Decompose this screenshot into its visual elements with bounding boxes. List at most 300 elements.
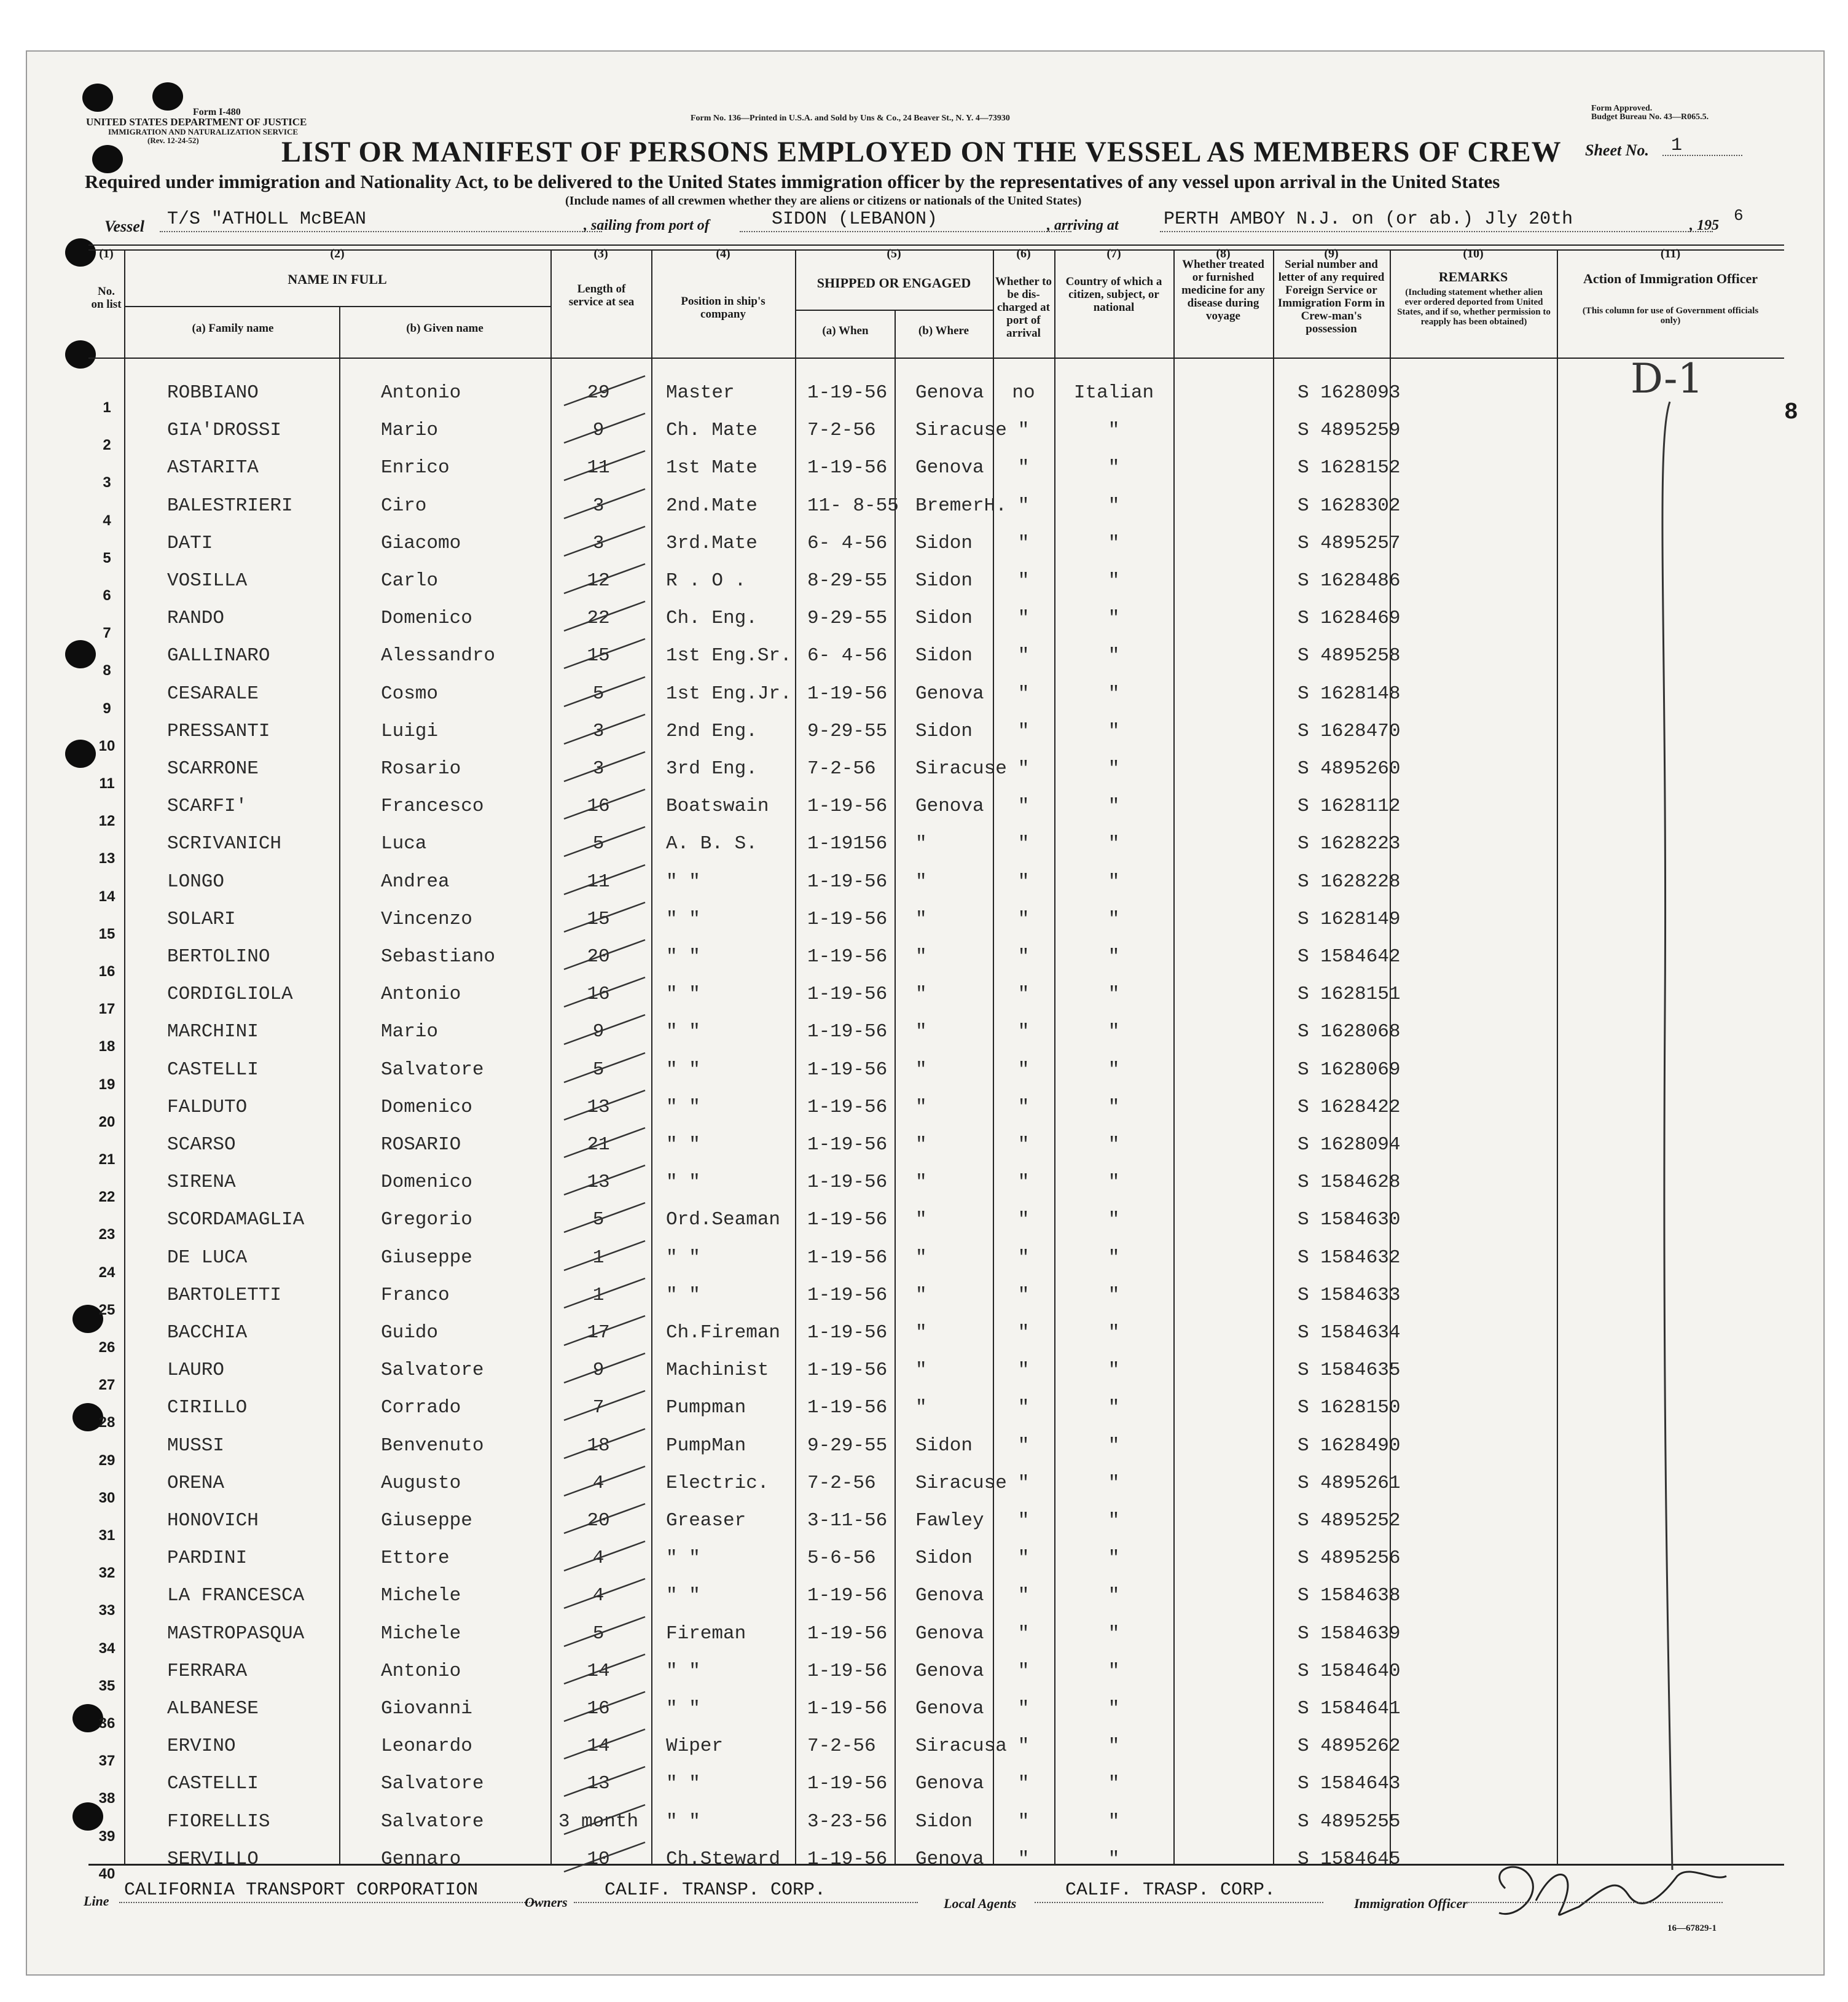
shipped-when-cell: 6- 4-56 — [807, 645, 888, 667]
service-length-cell: 9 — [592, 1021, 605, 1043]
sheet-number: 1 — [1671, 135, 1683, 156]
country-cell: " — [1108, 1698, 1120, 1719]
shipped-where-cell: " — [915, 1209, 927, 1231]
serial-number-cell: S 1628148 — [1298, 682, 1401, 705]
service-length-cell: 3 — [592, 720, 605, 742]
shipped-where-cell: " — [915, 1021, 927, 1043]
family-name-cell: ORENA — [167, 1472, 225, 1494]
shipped-where-cell: Genova — [915, 682, 984, 705]
country-cell: " — [1108, 1472, 1120, 1494]
family-name-cell: SERVILLO — [167, 1848, 259, 1870]
shipped-where-cell: Genova — [915, 1622, 984, 1644]
given-name-cell: Ciro — [381, 495, 427, 517]
discharged-cell: " — [1017, 645, 1030, 667]
shipped-when-cell: 3-23-56 — [807, 1810, 888, 1832]
serial-number-cell: S 1628302 — [1298, 495, 1401, 517]
shipped-where-cell: " — [915, 833, 927, 855]
family-name-cell: ASTARITA — [167, 457, 259, 479]
shipped-where-cell: BremerH. — [915, 495, 1007, 517]
given-name-cell: Antonio — [381, 983, 461, 1006]
officer-action-note: D-1 — [1631, 355, 1704, 402]
family-name-cell: CORDIGLIOLA — [167, 983, 293, 1006]
col-3-header: Length of service at sea — [568, 283, 635, 308]
check-slash-mark — [559, 635, 651, 672]
row-number: 37 — [98, 1753, 116, 1770]
position-cell: " " — [666, 983, 700, 1006]
discharged-cell: " — [1017, 1134, 1030, 1155]
given-name-cell: ROSARIO — [381, 1134, 461, 1155]
serial-number-cell: S 1628151 — [1298, 983, 1401, 1006]
country-cell: " — [1108, 1171, 1120, 1194]
check-slash-mark — [559, 372, 651, 409]
position-cell: 1st Eng.Jr. — [666, 682, 792, 705]
country-cell: " — [1108, 1284, 1120, 1306]
shipped-when-cell: 1-19-56 — [807, 1773, 888, 1795]
shipped-when-cell: 3-11-56 — [807, 1510, 888, 1531]
country-cell: " — [1108, 1585, 1120, 1607]
service-length-cell: 21 — [587, 1134, 610, 1155]
serial-number-cell: S 1584632 — [1298, 1246, 1401, 1269]
serial-number-cell: S 1584630 — [1298, 1209, 1401, 1231]
check-slash-mark — [559, 861, 651, 898]
family-name-cell: SCRIVANICH — [167, 833, 282, 855]
family-name-cell: BACCHIA — [167, 1322, 248, 1343]
position-cell: Machinist — [666, 1359, 769, 1382]
shipped-where-cell: Genova — [915, 1698, 984, 1719]
country-cell: " — [1108, 608, 1120, 630]
service-length-cell: 5 — [592, 1209, 605, 1231]
punch-hole — [152, 82, 183, 111]
shipped-when-cell: 1-19-56 — [807, 1397, 888, 1419]
row-number: 18 — [98, 1038, 116, 1055]
vessel-label: Vessel — [104, 217, 144, 235]
family-name-cell: CASTELLI — [167, 1773, 259, 1795]
given-name-cell: Alessandro — [381, 645, 496, 667]
shipped-when-cell: 1-19-56 — [807, 908, 888, 930]
serial-number-cell: S 1584635 — [1298, 1359, 1401, 1382]
check-slash-mark — [559, 1049, 651, 1086]
given-name-cell: Giuseppe — [381, 1246, 472, 1269]
family-name-cell: ROBBIANO — [167, 382, 259, 404]
discharged-cell: " — [1017, 457, 1030, 479]
shipped-where-cell: Sidon — [915, 608, 973, 630]
row-number: 29 — [98, 1452, 116, 1469]
shipped-where-cell: Genova — [915, 796, 984, 818]
check-slash-mark — [559, 748, 651, 785]
serial-number-cell: S 1584628 — [1298, 1171, 1401, 1194]
agents-label: Local Agents — [944, 1896, 1017, 1911]
position-cell: " " — [666, 1660, 700, 1682]
position-cell: " " — [666, 1134, 700, 1155]
agency-line-2: IMMIGRATION AND NATURALIZATION SERVICE — [108, 127, 299, 136]
country-cell: " — [1108, 1021, 1120, 1043]
family-name-cell: CESARALE — [167, 682, 259, 705]
position-cell: " " — [666, 1246, 700, 1269]
check-slash-mark — [559, 1087, 651, 1124]
check-slash-mark — [559, 598, 651, 635]
serial-number-cell: S 1584645 — [1298, 1848, 1401, 1870]
service-length-cell: 15 — [587, 645, 610, 667]
check-slash-mark — [559, 1387, 651, 1424]
year-label: , 195 — [1689, 217, 1719, 233]
shipped-where-cell: Genova — [915, 382, 984, 404]
shipped-when-cell: 1-19-56 — [807, 1171, 888, 1194]
shipped-when-cell: 1-19-56 — [807, 1848, 888, 1870]
shipped-when-cell: 9-29-55 — [807, 608, 888, 630]
given-name-cell: Giacomo — [381, 532, 461, 554]
row-number: 28 — [98, 1414, 116, 1431]
row-number: 16 — [98, 963, 116, 980]
position-cell: PumpMan — [666, 1434, 746, 1457]
shipped-when-cell: 1-19-56 — [807, 682, 888, 705]
family-name-cell: LAURO — [167, 1359, 225, 1382]
service-length-cell: 15 — [587, 908, 610, 930]
check-slash-mark — [559, 974, 651, 1011]
position-cell: Pumpman — [666, 1397, 746, 1419]
position-cell: 2nd.Mate — [666, 495, 758, 517]
serial-number-cell: S 4895261 — [1298, 1472, 1401, 1494]
shipped-when-cell: 7-2-56 — [807, 1735, 876, 1758]
country-cell: " — [1108, 1058, 1120, 1081]
given-name-cell: Benvenuto — [381, 1434, 484, 1457]
shipped-when-cell: 11- 8-55 — [807, 495, 899, 517]
given-name-cell: Vincenzo — [381, 908, 472, 930]
shipped-where-cell: Genova — [915, 1773, 984, 1795]
row-number: 4 — [103, 512, 111, 529]
country-cell: " — [1108, 495, 1120, 517]
position-cell: Electric. — [666, 1472, 769, 1494]
discharged-cell: " — [1017, 1209, 1030, 1231]
check-slash-mark — [559, 711, 651, 748]
service-length-cell: 1 — [592, 1284, 605, 1306]
col-7-number: (7) — [1106, 247, 1121, 260]
service-length-cell: 13 — [587, 1773, 610, 1795]
discharged-cell: " — [1017, 420, 1030, 442]
discharged-cell: " — [1017, 946, 1030, 968]
col-5-header: SHIPPED OR ENGAGED — [816, 275, 971, 291]
discharged-cell: " — [1017, 1171, 1030, 1194]
country-cell: " — [1108, 1134, 1120, 1155]
service-length-cell: 3 month — [558, 1810, 639, 1832]
shipped-when-cell: 1-19-56 — [807, 1246, 888, 1269]
row-number: 11 — [99, 775, 115, 792]
position-cell: Ord.Seaman — [666, 1209, 781, 1231]
row-number: 24 — [98, 1264, 116, 1281]
row-number: 6 — [103, 587, 111, 604]
given-name-cell: Antonio — [381, 382, 461, 404]
given-name-cell: Salvatore — [381, 1359, 484, 1382]
shipped-when-cell: 1-19-56 — [807, 796, 888, 818]
row-number: 22 — [98, 1189, 116, 1206]
shipped-when-cell: 1-19-56 — [807, 1021, 888, 1043]
family-name-cell: FIORELLIS — [167, 1810, 270, 1832]
position-cell: Ch. Eng. — [666, 608, 758, 630]
check-slash-mark — [559, 1199, 651, 1236]
serial-number-cell: S 1584639 — [1298, 1622, 1401, 1644]
shipped-where-cell: " — [915, 983, 927, 1006]
row-number: 20 — [98, 1113, 116, 1130]
family-name-cell: DATI — [167, 532, 213, 554]
given-name-cell: Giuseppe — [381, 1510, 472, 1531]
service-length-cell: 4 — [592, 1472, 605, 1494]
discharged-cell: " — [1017, 682, 1030, 705]
shipped-where-cell: Siracusa — [915, 1735, 1007, 1758]
serial-number-cell: S 1584641 — [1298, 1698, 1401, 1719]
serial-number-cell: S 1628228 — [1298, 870, 1401, 893]
document-title: LIST OR MANIFEST OF PERSONS EMPLOYED ON THE VESSEL AS MEMBERS OF CREW — [281, 136, 1562, 168]
service-length-cell: 16 — [587, 1698, 610, 1719]
service-length-cell: 9 — [592, 1359, 605, 1382]
service-length-cell: 20 — [587, 1510, 610, 1531]
row-number: 21 — [98, 1151, 116, 1168]
check-slash-mark — [559, 1688, 651, 1725]
discharged-cell: " — [1017, 796, 1030, 818]
family-name-cell: DE LUCA — [167, 1246, 248, 1269]
position-cell: " " — [666, 1284, 700, 1306]
country-cell: " — [1108, 758, 1120, 780]
given-name-cell: Salvatore — [381, 1810, 484, 1832]
serial-number-cell: S 1628486 — [1298, 570, 1401, 592]
row-number: 32 — [98, 1565, 116, 1582]
serial-number-cell: S 1628149 — [1298, 908, 1401, 930]
agents-value: CALIF. TRASP. CORP. — [1065, 1880, 1276, 1901]
shipped-where-cell: Sidon — [915, 720, 973, 742]
serial-number-cell: S 1628094 — [1298, 1134, 1401, 1155]
service-length-cell: 11 — [587, 870, 610, 893]
country-cell: " — [1108, 796, 1120, 818]
serial-number-cell: S 4895255 — [1298, 1810, 1401, 1832]
service-length-cell: 5 — [592, 682, 605, 705]
country-cell: " — [1108, 682, 1120, 705]
serial-number-cell: S 4895257 — [1298, 532, 1401, 554]
discharged-cell: " — [1017, 833, 1030, 855]
col-10-header: REMARKS — [1438, 269, 1508, 284]
form-code: 16—67829-1 — [1667, 1923, 1717, 1933]
family-name-cell: MUSSI — [167, 1434, 225, 1457]
shipped-where-cell: Sidon — [915, 570, 973, 592]
family-name-cell: ERVINO — [167, 1735, 236, 1758]
service-length-cell: 12 — [587, 570, 610, 592]
service-length-cell: 5 — [592, 1058, 605, 1081]
shipped-when-cell: 1-19-56 — [807, 1209, 888, 1231]
family-name-cell: HONOVICH — [167, 1510, 259, 1531]
given-name-cell: Gregorio — [381, 1209, 472, 1231]
position-cell: Ch.Fireman — [666, 1322, 781, 1343]
row-number: 17 — [98, 1001, 116, 1018]
country-cell: " — [1108, 570, 1120, 592]
shipped-where-cell: " — [915, 908, 927, 930]
check-slash-mark — [559, 1011, 651, 1048]
owners-value: CALIF. TRANSP. CORP. — [605, 1880, 826, 1901]
shipped-when-cell: 5-6-56 — [807, 1547, 876, 1570]
country-cell: " — [1108, 983, 1120, 1006]
position-cell: Ch. Mate — [666, 420, 758, 442]
family-name-cell: GALLINARO — [167, 645, 270, 667]
position-cell: 1st Eng.Sr. — [666, 645, 792, 667]
row-number: 3 — [103, 474, 111, 491]
given-name-cell: Mario — [381, 420, 439, 442]
check-slash-mark — [559, 485, 651, 522]
country-cell: " — [1108, 1434, 1120, 1457]
serial-number-cell: S 4895260 — [1298, 758, 1401, 780]
shipped-where-cell: " — [915, 946, 927, 968]
discharged-cell: " — [1017, 1246, 1030, 1269]
position-cell: 2nd Eng. — [666, 720, 758, 742]
country-cell: " — [1108, 1735, 1120, 1758]
row-number: 7 — [103, 625, 111, 642]
family-name-cell: GIA'DROSSI — [167, 420, 282, 442]
family-name-cell: MARCHINI — [167, 1021, 259, 1043]
country-cell: " — [1108, 532, 1120, 554]
family-name-cell: CIRILLO — [167, 1397, 248, 1419]
check-slash-mark — [559, 1312, 651, 1349]
arriving-label: , arriving at — [1047, 217, 1119, 233]
shipped-where-cell: Fawley — [915, 1510, 984, 1531]
position-cell: " " — [666, 1058, 700, 1081]
discharged-cell: " — [1017, 1622, 1030, 1644]
discharged-cell: " — [1017, 983, 1030, 1006]
row-number: 27 — [98, 1377, 116, 1394]
given-name-cell: Enrico — [381, 457, 450, 479]
discharged-cell: " — [1017, 1585, 1030, 1607]
family-name-cell: LA FRANCESCA — [167, 1585, 305, 1607]
row-number: 5 — [103, 549, 111, 566]
shipped-when-cell: 7-2-56 — [807, 420, 876, 442]
country-cell: " — [1108, 1547, 1120, 1570]
position-cell: 3rd Eng. — [666, 758, 758, 780]
sheet-label: Sheet No. — [1585, 141, 1649, 159]
discharged-cell: " — [1017, 1434, 1030, 1457]
country-cell: " — [1108, 833, 1120, 855]
shipped-where-cell: Sidon — [915, 532, 973, 554]
shipped-when-cell: 9-29-55 — [807, 1434, 888, 1457]
serial-number-cell: S 1584638 — [1298, 1585, 1401, 1607]
row-number: 36 — [98, 1715, 116, 1732]
shipped-when-cell: 1-19-56 — [807, 457, 888, 479]
row-number: 33 — [98, 1602, 116, 1619]
service-length-cell: 22 — [587, 608, 610, 630]
given-name-cell: Augusto — [381, 1472, 461, 1494]
punch-hole — [82, 84, 113, 112]
country-cell: " — [1108, 1660, 1120, 1682]
shipped-where-cell: Sidon — [915, 1810, 973, 1832]
serial-number-cell: S 1628469 — [1298, 608, 1401, 630]
discharged-cell: " — [1017, 1472, 1030, 1494]
shipped-where-cell: Genova — [915, 1585, 984, 1607]
discharged-cell: " — [1017, 720, 1030, 742]
shipped-where-cell: " — [915, 1171, 927, 1194]
position-cell: " " — [666, 1547, 700, 1570]
country-cell: " — [1108, 946, 1120, 968]
given-name-cell: Luigi — [381, 720, 439, 742]
col-4-number: (4) — [716, 247, 730, 260]
shipped-when-cell: 1-19-56 — [807, 946, 888, 968]
margin-mark: 8 — [1784, 399, 1798, 426]
shipped-when-cell: 1-19-56 — [807, 1058, 888, 1081]
check-slash-mark — [559, 1124, 651, 1161]
serial-number-cell: S 1584640 — [1298, 1660, 1401, 1682]
shipped-where-cell: " — [915, 1359, 927, 1382]
vessel-name: T/S "ATHOLL McBEAN — [167, 209, 367, 230]
position-cell: Master — [666, 382, 735, 404]
service-length-cell: 14 — [587, 1660, 610, 1682]
shipped-where-cell: Genova — [915, 1660, 984, 1682]
country-cell: " — [1108, 457, 1120, 479]
shipped-where-cell: Siracuse — [915, 420, 1007, 442]
given-name-cell: Leonardo — [381, 1735, 472, 1758]
shipped-where-cell: Genova — [915, 457, 984, 479]
discharged-cell: " — [1017, 1058, 1030, 1081]
shipped-when-cell: 1-19-56 — [807, 1322, 888, 1343]
serial-number-cell: S 1628152 — [1298, 457, 1401, 479]
discharged-cell: " — [1017, 1096, 1030, 1118]
discharged-cell: " — [1017, 1397, 1030, 1419]
officer-label: Immigration Officer — [1354, 1896, 1468, 1911]
service-length-cell: 17 — [587, 1322, 610, 1343]
check-slash-mark — [559, 899, 651, 936]
discharged-cell: " — [1017, 1735, 1030, 1758]
given-name-cell: Franco — [381, 1284, 450, 1306]
check-slash-mark — [559, 1801, 651, 1838]
col-5-number: (5) — [887, 247, 901, 260]
service-length-cell: 9 — [592, 420, 605, 442]
service-length-cell: 14 — [587, 1735, 610, 1758]
service-length-cell: 3 — [592, 758, 605, 780]
service-length-cell: 1 — [592, 1246, 605, 1269]
printer-line: Form No. 136—Printed in U.S.A. and Sold by Uns & Co., 24 Beaver St., N. Y. 4—73930 — [691, 114, 1010, 123]
family-name-cell: SIRENA — [167, 1171, 236, 1194]
shipped-when-cell: 1-19-56 — [807, 1096, 888, 1118]
service-length-cell: 10 — [587, 1848, 610, 1870]
row-number: 19 — [98, 1076, 116, 1093]
col-10-number: (10) — [1463, 247, 1484, 260]
shipped-when-cell: 1-19-56 — [807, 983, 888, 1006]
approved-line-1: Form Approved. — [1591, 104, 1653, 113]
position-cell: " " — [666, 908, 700, 930]
family-name-cell: BALESTRIERI — [167, 495, 293, 517]
line-value: CALIFORNIA TRANSPORT CORPORATION — [124, 1880, 479, 1901]
col-6-header: Whether to be dis-charged at port of arrival — [995, 275, 1052, 340]
agency-rev: (Rev. 12-24-52) — [147, 136, 199, 145]
shipped-where-cell: " — [915, 1322, 927, 1343]
check-slash-mark — [559, 1575, 651, 1612]
given-name-cell: Gennaro — [381, 1848, 461, 1870]
serial-number-cell: S 1628422 — [1298, 1096, 1401, 1118]
sailing-port: SIDON (LEBANON) — [772, 209, 938, 230]
discharged-cell: " — [1017, 1547, 1030, 1570]
serial-number-cell: S 1628150 — [1298, 1397, 1401, 1419]
given-name-cell: Domenico — [381, 1096, 472, 1118]
given-name-cell: Mario — [381, 1021, 439, 1043]
row-number: 31 — [98, 1527, 116, 1544]
family-name-cell: PRESSANTI — [167, 720, 270, 742]
given-name-cell: Luca — [381, 833, 427, 855]
shipped-where-cell: " — [915, 1134, 927, 1155]
serial-number-cell: S 1628069 — [1298, 1058, 1401, 1081]
serial-number-cell: S 4895262 — [1298, 1735, 1401, 1758]
row-number: 23 — [98, 1226, 116, 1243]
service-length-cell: 20 — [587, 946, 610, 968]
family-name-cell: BARTOLETTI — [167, 1284, 282, 1306]
serial-number-cell: S 1628470 — [1298, 720, 1401, 742]
col-1-header: No. on list — [91, 285, 122, 311]
country-cell: " — [1108, 420, 1120, 442]
discharged-cell: " — [1017, 1021, 1030, 1043]
service-length-cell: 5 — [592, 833, 605, 855]
position-cell: " " — [666, 1021, 700, 1043]
discharged-cell: " — [1017, 1284, 1030, 1306]
position-cell: Greaser — [666, 1510, 746, 1531]
